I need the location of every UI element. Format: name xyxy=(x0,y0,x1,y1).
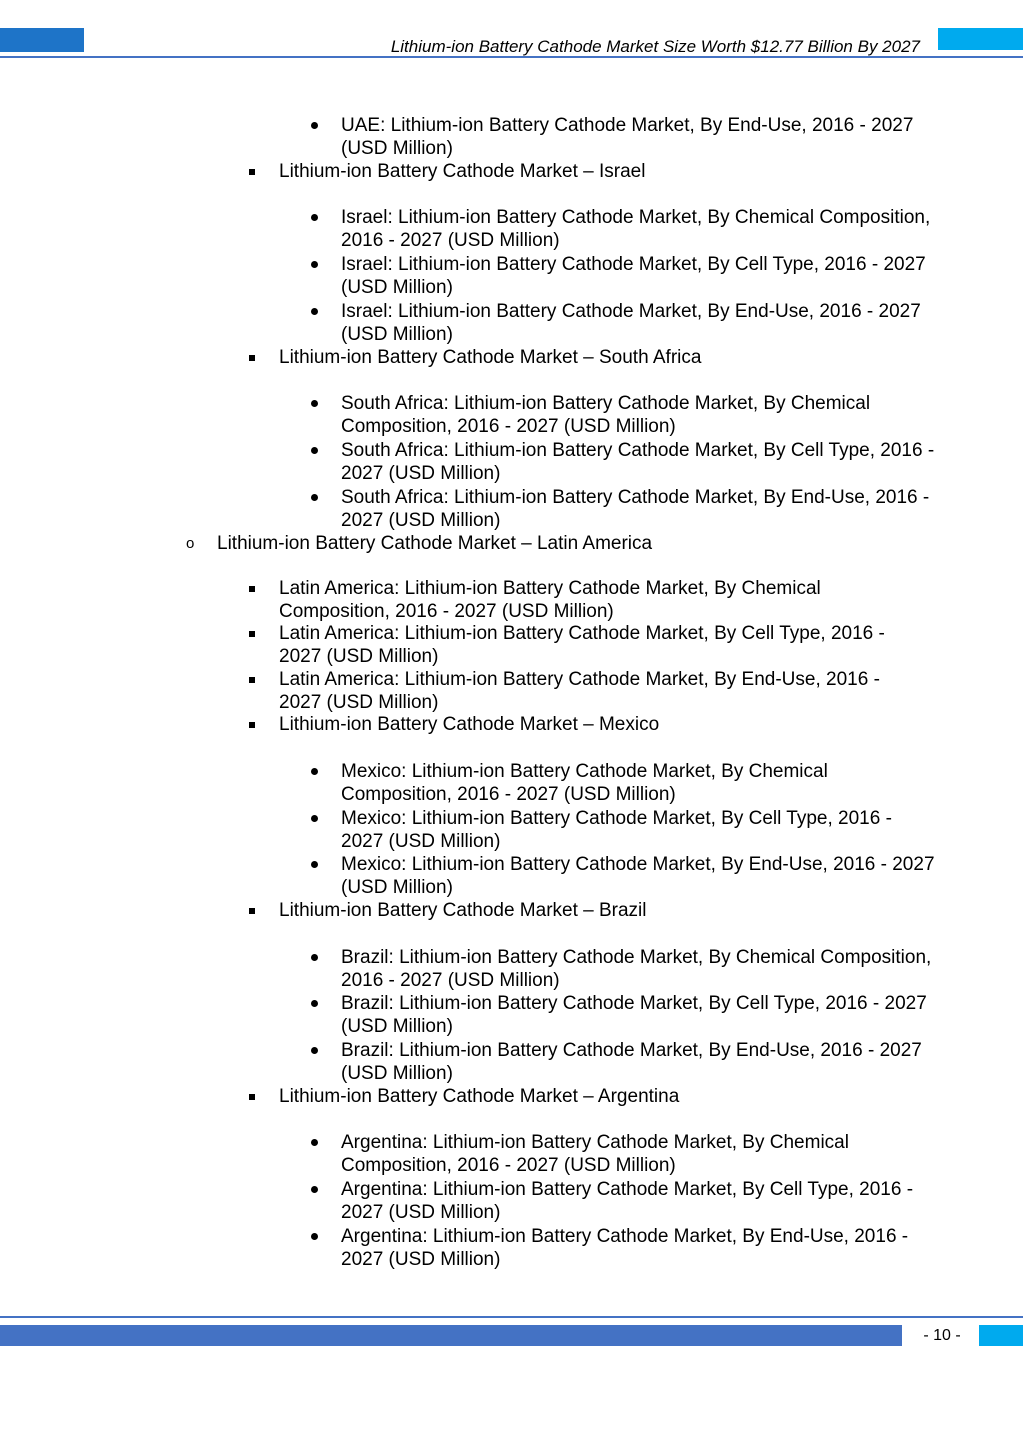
footer-bar xyxy=(0,1325,902,1346)
list-item: Latin America: Lithium-ion Battery Cathode Market, By End-Use, 2016 - 2027 (USD Million) xyxy=(279,668,919,714)
bullet-square-icon xyxy=(249,722,255,728)
bullet-dot-icon xyxy=(311,122,318,129)
footer-right-block xyxy=(979,1325,1023,1346)
bullet-dot-icon xyxy=(311,308,318,315)
page-number: - 10 - xyxy=(923,1327,961,1344)
bullet-dot-icon xyxy=(311,1233,318,1240)
header-right-block xyxy=(938,28,1023,50)
list-item: Lithium-ion Battery Cathode Market – Israel xyxy=(279,160,919,183)
bullet-square-icon xyxy=(249,586,255,592)
bullet-square-icon xyxy=(249,355,255,361)
list-item: Argentina: Lithium-ion Battery Cathode Market, By Cell Type, 2016 - 2027 (USD Million) xyxy=(341,1178,936,1224)
bullet-dot-icon xyxy=(311,815,318,822)
bullet-dot-icon xyxy=(311,1139,318,1146)
bullet-circle-icon: o xyxy=(186,535,195,552)
list-item: UAE: Lithium-ion Battery Cathode Market, By End-Use, 2016 - 2027 (USD Million) xyxy=(341,114,936,160)
bullet-square-icon xyxy=(249,1094,255,1100)
bullet-dot-icon xyxy=(311,494,318,501)
running-header-title: Lithium-ion Battery Cathode Market Size Worth $12.77 Billion By 2027 xyxy=(390,37,920,56)
bullet-dot-icon xyxy=(311,261,318,268)
bullet-square-icon xyxy=(249,677,255,683)
list-item: Brazil: Lithium-ion Battery Cathode Market, By Cell Type, 2016 - 2027 (USD Million) xyxy=(341,992,936,1038)
header-rule xyxy=(0,56,1023,58)
list-item: South Africa: Lithium-ion Battery Cathode Market, By Cell Type, 2016 - 2027 (USD Million) xyxy=(341,439,936,485)
list-item: South Africa: Lithium-ion Battery Cathode Market, By Chemical Composition, 2016 - 2027 (USD Million) xyxy=(341,392,936,438)
list-item: Lithium-ion Battery Cathode Market – Mexico xyxy=(279,713,919,736)
list-item: Latin America: Lithium-ion Battery Cathode Market, By Cell Type, 2016 - 2027 (USD Million) xyxy=(279,622,919,668)
list-item: Latin America: Lithium-ion Battery Cathode Market, By Chemical Composition, 2016 - 2027 (USD Million) xyxy=(279,577,919,623)
bullet-dot-icon xyxy=(311,447,318,454)
bullet-dot-icon xyxy=(311,768,318,775)
list-item: Argentina: Lithium-ion Battery Cathode Market, By Chemical Composition, 2016 - 2027 (USD Million) xyxy=(341,1131,936,1177)
bullet-dot-icon xyxy=(311,400,318,407)
list-item: Israel: Lithium-ion Battery Cathode Market, By Cell Type, 2016 - 2027 (USD Million) xyxy=(341,253,936,299)
list-item: Lithium-ion Battery Cathode Market – Argentina xyxy=(279,1085,919,1108)
list-item: Mexico: Lithium-ion Battery Cathode Market, By Chemical Composition, 2016 - 2027 (USD Million) xyxy=(341,760,936,806)
bullet-dot-icon xyxy=(311,1047,318,1054)
bullet-dot-icon xyxy=(311,214,318,221)
list-item: Israel: Lithium-ion Battery Cathode Market, By End-Use, 2016 - 2027 (USD Million) xyxy=(341,300,936,346)
list-item: Mexico: Lithium-ion Battery Cathode Market, By Cell Type, 2016 - 2027 (USD Million) xyxy=(341,807,936,853)
list-item: o Lithium-ion Battery Cathode Market – Latin America xyxy=(186,533,653,554)
list-item: Brazil: Lithium-ion Battery Cathode Market, By Chemical Composition, 2016 - 2027 (USD Million) xyxy=(341,946,936,992)
list-item: Argentina: Lithium-ion Battery Cathode Market, By End-Use, 2016 - 2027 (USD Million) xyxy=(341,1225,936,1271)
list-item: South Africa: Lithium-ion Battery Cathode Market, By End-Use, 2016 - 2027 (USD Million) xyxy=(341,486,936,532)
bullet-dot-icon xyxy=(311,1000,318,1007)
header-left-block xyxy=(0,28,84,52)
bullet-square-icon xyxy=(249,631,255,637)
bullet-dot-icon xyxy=(311,954,318,961)
list-item: Lithium-ion Battery Cathode Market – Brazil xyxy=(279,899,919,922)
bullet-square-icon xyxy=(249,169,255,175)
list-item: Lithium-ion Battery Cathode Market – South Africa xyxy=(279,346,919,369)
bullet-square-icon xyxy=(249,908,255,914)
list-item: Mexico: Lithium-ion Battery Cathode Market, By End-Use, 2016 - 2027 (USD Million) xyxy=(341,853,936,899)
list-item: Israel: Lithium-ion Battery Cathode Market, By Chemical Composition, 2016 - 2027 (USD Million) xyxy=(341,206,936,252)
footer-rule xyxy=(0,1316,1023,1318)
bullet-dot-icon xyxy=(311,1186,318,1193)
bullet-dot-icon xyxy=(311,861,318,868)
list-item: Brazil: Lithium-ion Battery Cathode Market, By End-Use, 2016 - 2027 (USD Million) xyxy=(341,1039,936,1085)
